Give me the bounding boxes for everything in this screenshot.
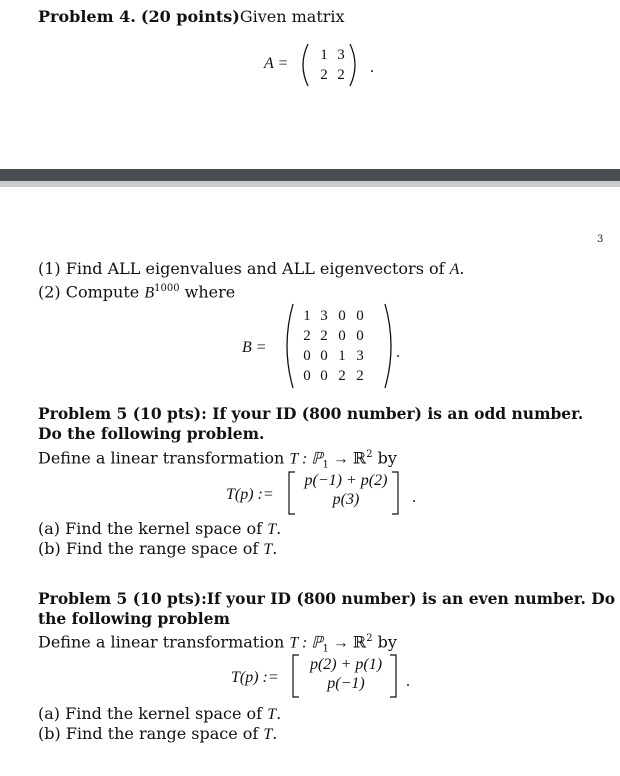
matrix-b-cell: 2 <box>303 328 311 344</box>
matrix-b-cell: 3 <box>320 308 328 324</box>
map-domain: T : ℙ <box>289 634 323 652</box>
part-b-end: . <box>272 724 278 743</box>
matrix-a-cell: 1 <box>320 47 328 63</box>
problem5-even-part-b <box>38 724 277 745</box>
task-1 <box>38 259 465 280</box>
matrix-b-cell: 2 <box>356 368 364 384</box>
matrix-b <box>299 306 369 386</box>
task-2-var: B <box>144 284 155 302</box>
problem5-odd-part-b <box>38 539 277 560</box>
matrix-a-row <box>316 65 350 85</box>
page-separator-shadow <box>0 181 620 187</box>
vector-entry-bottom: p(−1) <box>327 675 365 692</box>
map-sup: 2 <box>366 449 373 460</box>
define-suffix: by <box>372 632 397 652</box>
part-a-text: (a) Find the kernel space of <box>38 704 268 723</box>
matrix-a <box>316 45 350 85</box>
problem5-even-part-a <box>38 704 281 725</box>
map-sub: 1 <box>322 643 329 655</box>
matrix-b-period: . <box>396 344 400 361</box>
part-a-end: . <box>276 519 282 538</box>
part-b-end: . <box>272 539 278 558</box>
task-1-end: . <box>459 259 465 278</box>
problem4-points: (20 points) <box>140 7 240 26</box>
map-domain: T : ℙ <box>289 450 323 468</box>
page-separator <box>0 169 620 181</box>
map-codomain: → ℝ <box>328 634 367 652</box>
matrix-b-cell: 1 <box>303 308 311 324</box>
task-1-text: (1) Find ALL eigenvalues and ALL eigenvectors of <box>38 259 450 278</box>
matrix-b-cell: 0 <box>338 328 346 344</box>
part-b-text: (b) Find the range space of <box>38 539 264 558</box>
map-sup: 2 <box>366 633 373 644</box>
task-2 <box>38 279 235 303</box>
define-text: Define a linear transformation <box>38 448 290 468</box>
part-b-var: T <box>263 541 273 558</box>
task-2-exponent: 1000 <box>154 283 180 294</box>
matrix-b-label: B = <box>242 339 267 356</box>
problem5-odd-part-a <box>38 519 281 540</box>
define-suffix: by <box>372 448 397 468</box>
problem5-odd-vector <box>296 471 396 509</box>
matrix-b-cell: 0 <box>303 368 311 384</box>
part-a-end: . <box>276 704 282 723</box>
problem5-odd-heading: Problem 5 (10 pts): If your ID (800 number) is an odd number. <box>38 404 584 423</box>
define-text: Define a linear transformation <box>38 632 290 652</box>
task-2-text: (2) Compute <box>38 282 145 302</box>
matrix-a-row <box>316 45 350 65</box>
problem4-title: Problem 4. <box>38 7 136 26</box>
matrix-a-label: A = <box>264 55 289 72</box>
matrix-b-cell: 0 <box>356 308 364 324</box>
matrix-a-cell: 2 <box>320 67 328 83</box>
page-number: 3 <box>597 234 604 245</box>
matrix-b-cell: 1 <box>338 348 346 364</box>
problem4-intro: Given matrix <box>239 7 345 26</box>
vector-entry-top: p(2) + p(1) <box>309 656 383 673</box>
matrix-b-row <box>299 366 369 386</box>
problem4-heading <box>38 7 345 27</box>
map-codomain: → ℝ <box>328 450 367 468</box>
vector-entry-top: p(−1) + p(2) <box>304 472 388 489</box>
matrix-b-cell: 0 <box>320 348 328 364</box>
problem5-even-vector <box>300 655 392 693</box>
part-b-var: T <box>263 726 273 743</box>
part-a-var: T <box>267 521 277 538</box>
problem5-even-heading-2: the following problem <box>38 609 230 628</box>
matrix-b-cell: 0 <box>338 308 346 324</box>
matrix-b-row <box>299 326 369 346</box>
part-a-var: T <box>267 706 277 723</box>
problem5-even-heading: Problem 5 (10 pts):If your ID (800 number) is an even number. Do <box>38 589 616 608</box>
part-a-text: (a) Find the kernel space of <box>38 519 268 538</box>
problem5-odd-lhs: T(p) := <box>226 486 274 503</box>
matrix-b-cell: 3 <box>356 348 364 364</box>
map-sub: 1 <box>322 459 329 471</box>
task-1-var: A <box>449 261 460 278</box>
matrix-b-row <box>299 346 369 366</box>
problem5-odd-period: . <box>412 489 416 506</box>
matrix-b-cell: 0 <box>320 368 328 384</box>
problem5-odd-heading-2: Do the following problem. <box>38 424 265 443</box>
problem5-even-lhs: T(p) := <box>231 669 279 686</box>
matrix-b-row <box>299 306 369 326</box>
task-2-suffix: where <box>179 282 236 302</box>
matrix-b-cell: 0 <box>303 348 311 364</box>
matrix-a-cell: 3 <box>337 47 345 63</box>
matrix-b-cell: 2 <box>338 368 346 384</box>
vector-entry-bottom: p(3) <box>332 491 360 508</box>
part-b-text: (b) Find the range space of <box>38 724 264 743</box>
matrix-a-period: . <box>370 59 374 76</box>
matrix-b-cell: 0 <box>356 328 364 344</box>
matrix-a-cell: 2 <box>337 67 345 83</box>
problem5-even-period: . <box>406 673 410 690</box>
matrix-b-cell: 2 <box>320 328 328 344</box>
